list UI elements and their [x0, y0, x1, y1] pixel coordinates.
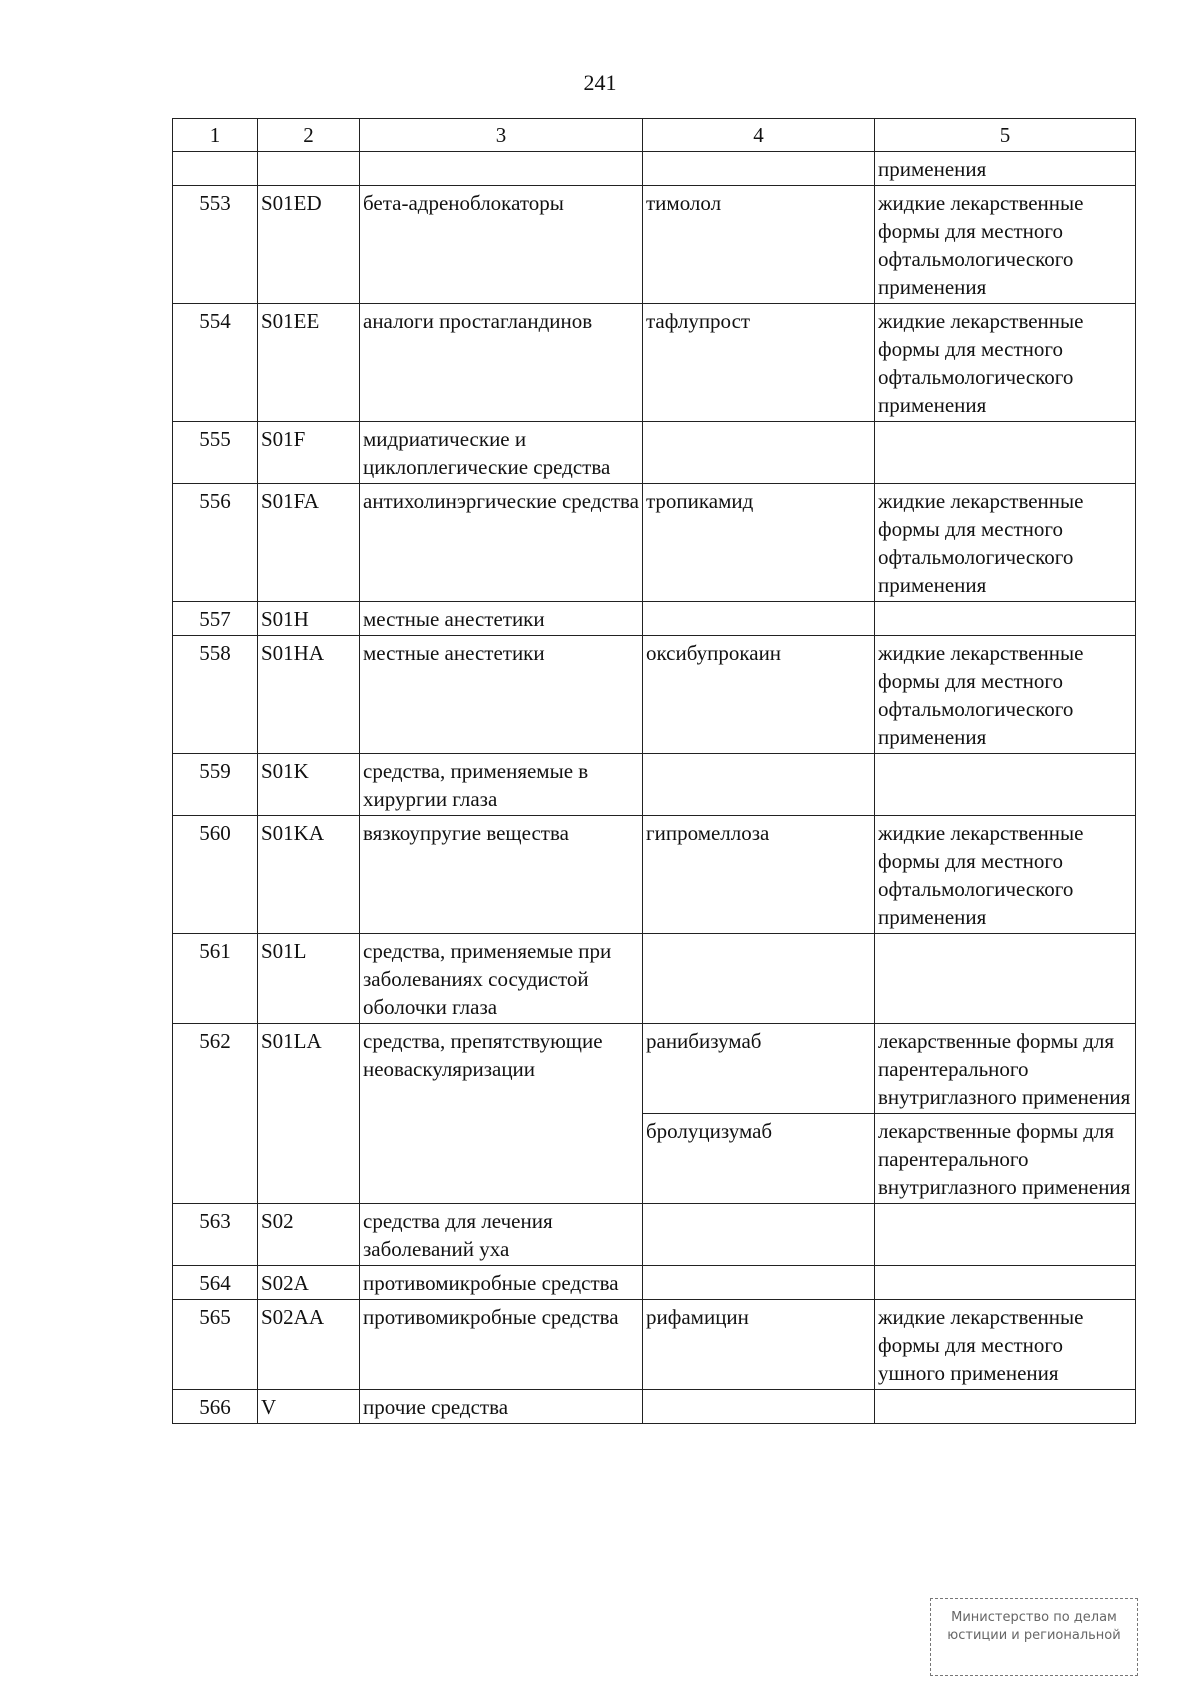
header-col-3: 3 [360, 119, 643, 152]
atc-group: противомикробные средства [360, 1266, 643, 1300]
table-row [173, 934, 1136, 1024]
dosage-form: жидкие лекарственные формы для местного офтальмологического применения [875, 636, 1136, 754]
table-row [173, 304, 1136, 422]
table-row [173, 1024, 1136, 1114]
atc-code: S01K [258, 754, 360, 816]
atc-group: противомикробные средства [360, 1300, 643, 1390]
row-number: 564 [173, 1266, 258, 1300]
row-number: 557 [173, 602, 258, 636]
row-number: 553 [173, 186, 258, 304]
dosage-form: лекарственные формы для парентерального внутриглазного применения [875, 1024, 1136, 1114]
row-number: 554 [173, 304, 258, 422]
table-row [173, 636, 1136, 754]
table-row [173, 1266, 1136, 1300]
atc-group: вязкоупругие вещества [360, 816, 643, 934]
atc-code: S01F [258, 422, 360, 484]
row-number: 563 [173, 1204, 258, 1266]
dosage-form [875, 754, 1136, 816]
header-col-4: 4 [643, 119, 875, 152]
drug-name [643, 1266, 875, 1300]
continuation-row [173, 152, 1136, 186]
atc-code: S01FA [258, 484, 360, 602]
atc-group: местные анестетики [360, 636, 643, 754]
page-number: 241 [583, 70, 617, 95]
drug-name: оксибупрокаин [643, 636, 875, 754]
drug-name [643, 754, 875, 816]
header-col-1: 1 [173, 119, 258, 152]
row-number: 558 [173, 636, 258, 754]
atc-code: S01LA [258, 1024, 360, 1204]
drug-name: тропикамид [643, 484, 875, 602]
dosage-form: жидкие лекарственные формы для местного офтальмологического применения [875, 186, 1136, 304]
atc-group: мидриатические и циклоплегические средства [360, 422, 643, 484]
drug-name [643, 422, 875, 484]
atc-group: средства для лечения заболеваний уха [360, 1204, 643, 1266]
atc-group: местные анестетики [360, 602, 643, 636]
dosage-form: лекарственные формы для парентерального внутриглазного применения [875, 1114, 1136, 1204]
dosage-form [875, 1266, 1136, 1300]
dosage-form: жидкие лекарственные формы для местного офтальмологического применения [875, 304, 1136, 422]
table-row [173, 816, 1136, 934]
row-number: 560 [173, 816, 258, 934]
row-number: 562 [173, 1024, 258, 1204]
row-number: 561 [173, 934, 258, 1024]
drug-name: тимолол [643, 186, 875, 304]
table-row [173, 1204, 1136, 1266]
dosage-form [875, 422, 1136, 484]
dosage-form: жидкие лекарственные формы для местного офтальмологического применения [875, 816, 1136, 934]
dosage-form: жидкие лекарственные формы для местного ушного применения [875, 1300, 1136, 1390]
row-number: 555 [173, 422, 258, 484]
atc-code: S01ED [258, 186, 360, 304]
atc-code: S02 [258, 1204, 360, 1266]
atc-group: средства, препятствующие неоваскуляризации [360, 1024, 643, 1204]
atc-code: S01L [258, 934, 360, 1024]
dosage-form [875, 602, 1136, 636]
continuation-cell: применения [875, 152, 1136, 186]
table-row [173, 754, 1136, 816]
drug-name: бролуцизумаб [643, 1114, 875, 1204]
stamp-line-1: Министерство по делам [951, 1610, 1117, 1625]
drug-name: рифамицин [643, 1300, 875, 1390]
drug-name: гипромеллоза [643, 816, 875, 934]
atc-code: V [258, 1390, 360, 1424]
atc-code: S02A [258, 1266, 360, 1300]
table-row [173, 1390, 1136, 1424]
table-row [173, 422, 1136, 484]
drug-name: тафлупрост [643, 304, 875, 422]
header-col-5: 5 [875, 119, 1136, 152]
table-row [173, 484, 1136, 602]
atc-group: бета-адреноблокаторы [360, 186, 643, 304]
header-col-2: 2 [258, 119, 360, 152]
registration-stamp [930, 1598, 1138, 1676]
atc-group: прочие средства [360, 1390, 643, 1424]
drug-name [643, 1204, 875, 1266]
dosage-form [875, 1390, 1136, 1424]
stamp-line-2: юстиции и региональной [947, 1628, 1121, 1643]
table-header-row [173, 119, 1136, 152]
row-number: 559 [173, 754, 258, 816]
atc-group: антихолинэргические средства [360, 484, 643, 602]
atc-code: S01HA [258, 636, 360, 754]
atc-code: S01EE [258, 304, 360, 422]
row-number: 565 [173, 1300, 258, 1390]
drug-name [643, 602, 875, 636]
atc-code: S01H [258, 602, 360, 636]
table-row [173, 1300, 1136, 1390]
row-number: 556 [173, 484, 258, 602]
atc-code: S02AA [258, 1300, 360, 1390]
table-row [173, 602, 1136, 636]
row-number: 566 [173, 1390, 258, 1424]
dosage-form: жидкие лекарственные формы для местного офтальмологического применения [875, 484, 1136, 602]
medicines-table [172, 118, 1136, 1424]
atc-group: средства, применяемые при заболеваниях сосудистой оболочки глаза [360, 934, 643, 1024]
dosage-form [875, 1204, 1136, 1266]
atc-group: средства, применяемые в хирургии глаза [360, 754, 643, 816]
drug-name [643, 934, 875, 1024]
drug-name [643, 1390, 875, 1424]
atc-code: S01KA [258, 816, 360, 934]
atc-group: аналоги простагландинов [360, 304, 643, 422]
drug-name: ранибизумаб [643, 1024, 875, 1114]
dosage-form [875, 934, 1136, 1024]
table-row [173, 186, 1136, 304]
